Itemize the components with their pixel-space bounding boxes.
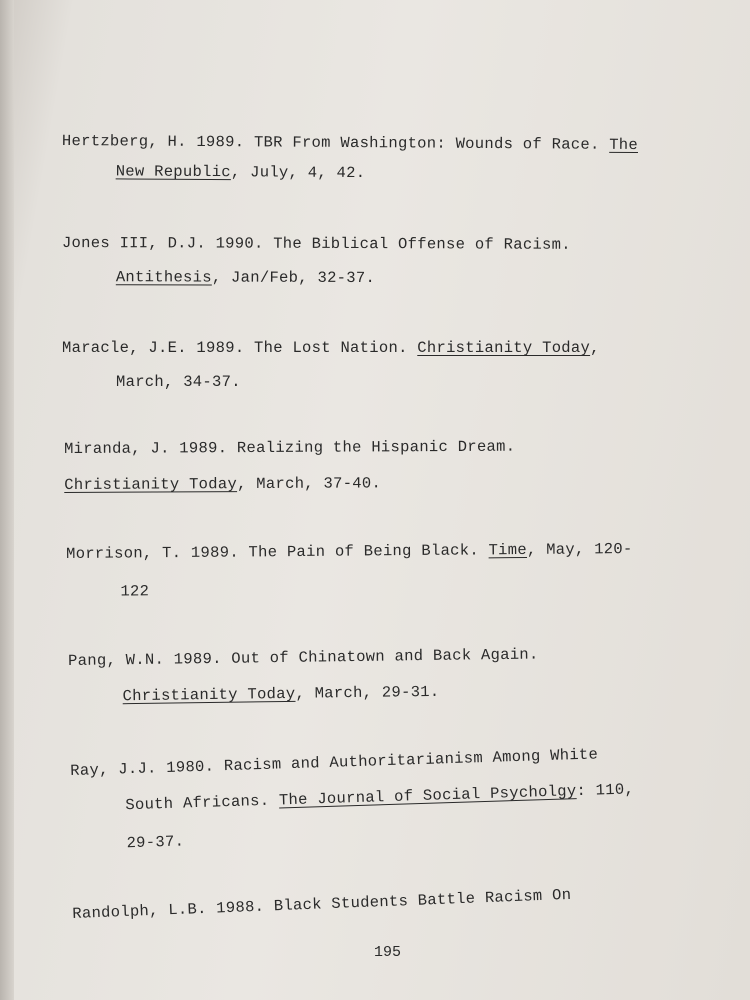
reference-details: 122 — [120, 582, 150, 601]
reference-line — [126, 832, 184, 852]
reference-title: TBR From Washington: Wounds of Race. — [253, 133, 600, 154]
reference-details: , March, 29-31. — [295, 682, 440, 703]
reference-title: Out of Chinatown and Back Again. — [231, 645, 539, 668]
reference-details: , — [590, 339, 600, 357]
reference-source: New Republic — [115, 162, 232, 182]
reference-line — [70, 745, 598, 780]
reference-author: Randolph, L.B. 1988. — [72, 897, 265, 923]
reference-author: Maracle, J.E. 1989. — [62, 339, 245, 357]
reference-source: Time — [488, 540, 528, 560]
reference-source: The — [609, 135, 639, 155]
reference-title: Realizing the Hispanic Dream. — [236, 437, 516, 458]
reference-details: March, 34-37. — [116, 373, 241, 391]
reference-author: Ray, J.J. 1980. — [70, 757, 215, 780]
reference-source: Christianity Today — [64, 475, 238, 494]
reference-details: , March, 37-40. — [237, 474, 382, 494]
reference-line — [122, 683, 439, 705]
reference-author: Miranda, J. 1989. — [64, 439, 228, 458]
reference-line — [125, 780, 634, 814]
reference-title: Black Students Battle Racism On — [273, 885, 572, 916]
reference-line — [68, 645, 539, 670]
reference-details: 29-37. — [126, 832, 185, 853]
reference-author: Hertzberg, H. 1989. — [61, 132, 245, 152]
page-number: 195 — [374, 944, 402, 961]
reference-source: The Journal of Social Psycholgy — [278, 782, 577, 810]
reference-details: , Jan/Feb, 32-37. — [211, 268, 376, 288]
reference-title: The Pain of Being Black. — [248, 541, 480, 562]
reference-title: The Biblical Offense of Racism. — [273, 234, 571, 254]
reference-line — [66, 540, 633, 563]
reference-line — [64, 438, 515, 458]
reference-line — [64, 474, 381, 494]
reference-author: Morrison, T. 1989. — [66, 543, 239, 563]
reference-details: , July, 4, 42. — [230, 163, 366, 183]
reference-source: Christianity Today — [417, 339, 591, 357]
reference-source: Antithesis — [115, 268, 212, 287]
reference-details: , May, 120- — [526, 540, 633, 559]
reference-line — [116, 373, 241, 391]
reference-line — [62, 132, 638, 154]
reference-title: Racism and Authoritarianism Among White — [223, 745, 599, 776]
reference-source: Christianity Today — [122, 684, 296, 706]
reference-title: The Lost Nation. — [254, 339, 408, 357]
reference-details: : 110, — [576, 780, 635, 801]
reference-line — [116, 268, 375, 287]
reference-line — [120, 582, 149, 600]
reference-author: Jones III, D.J. 1990. — [61, 234, 264, 253]
reference-line — [116, 162, 366, 182]
page-edge — [0, 0, 14, 1000]
reference-line — [72, 886, 572, 923]
reference-author: Pang, W.N. 1989. — [68, 649, 222, 670]
reference-line — [62, 234, 571, 254]
reference-line — [62, 339, 600, 357]
reference-title: South Africans. — [125, 791, 270, 815]
